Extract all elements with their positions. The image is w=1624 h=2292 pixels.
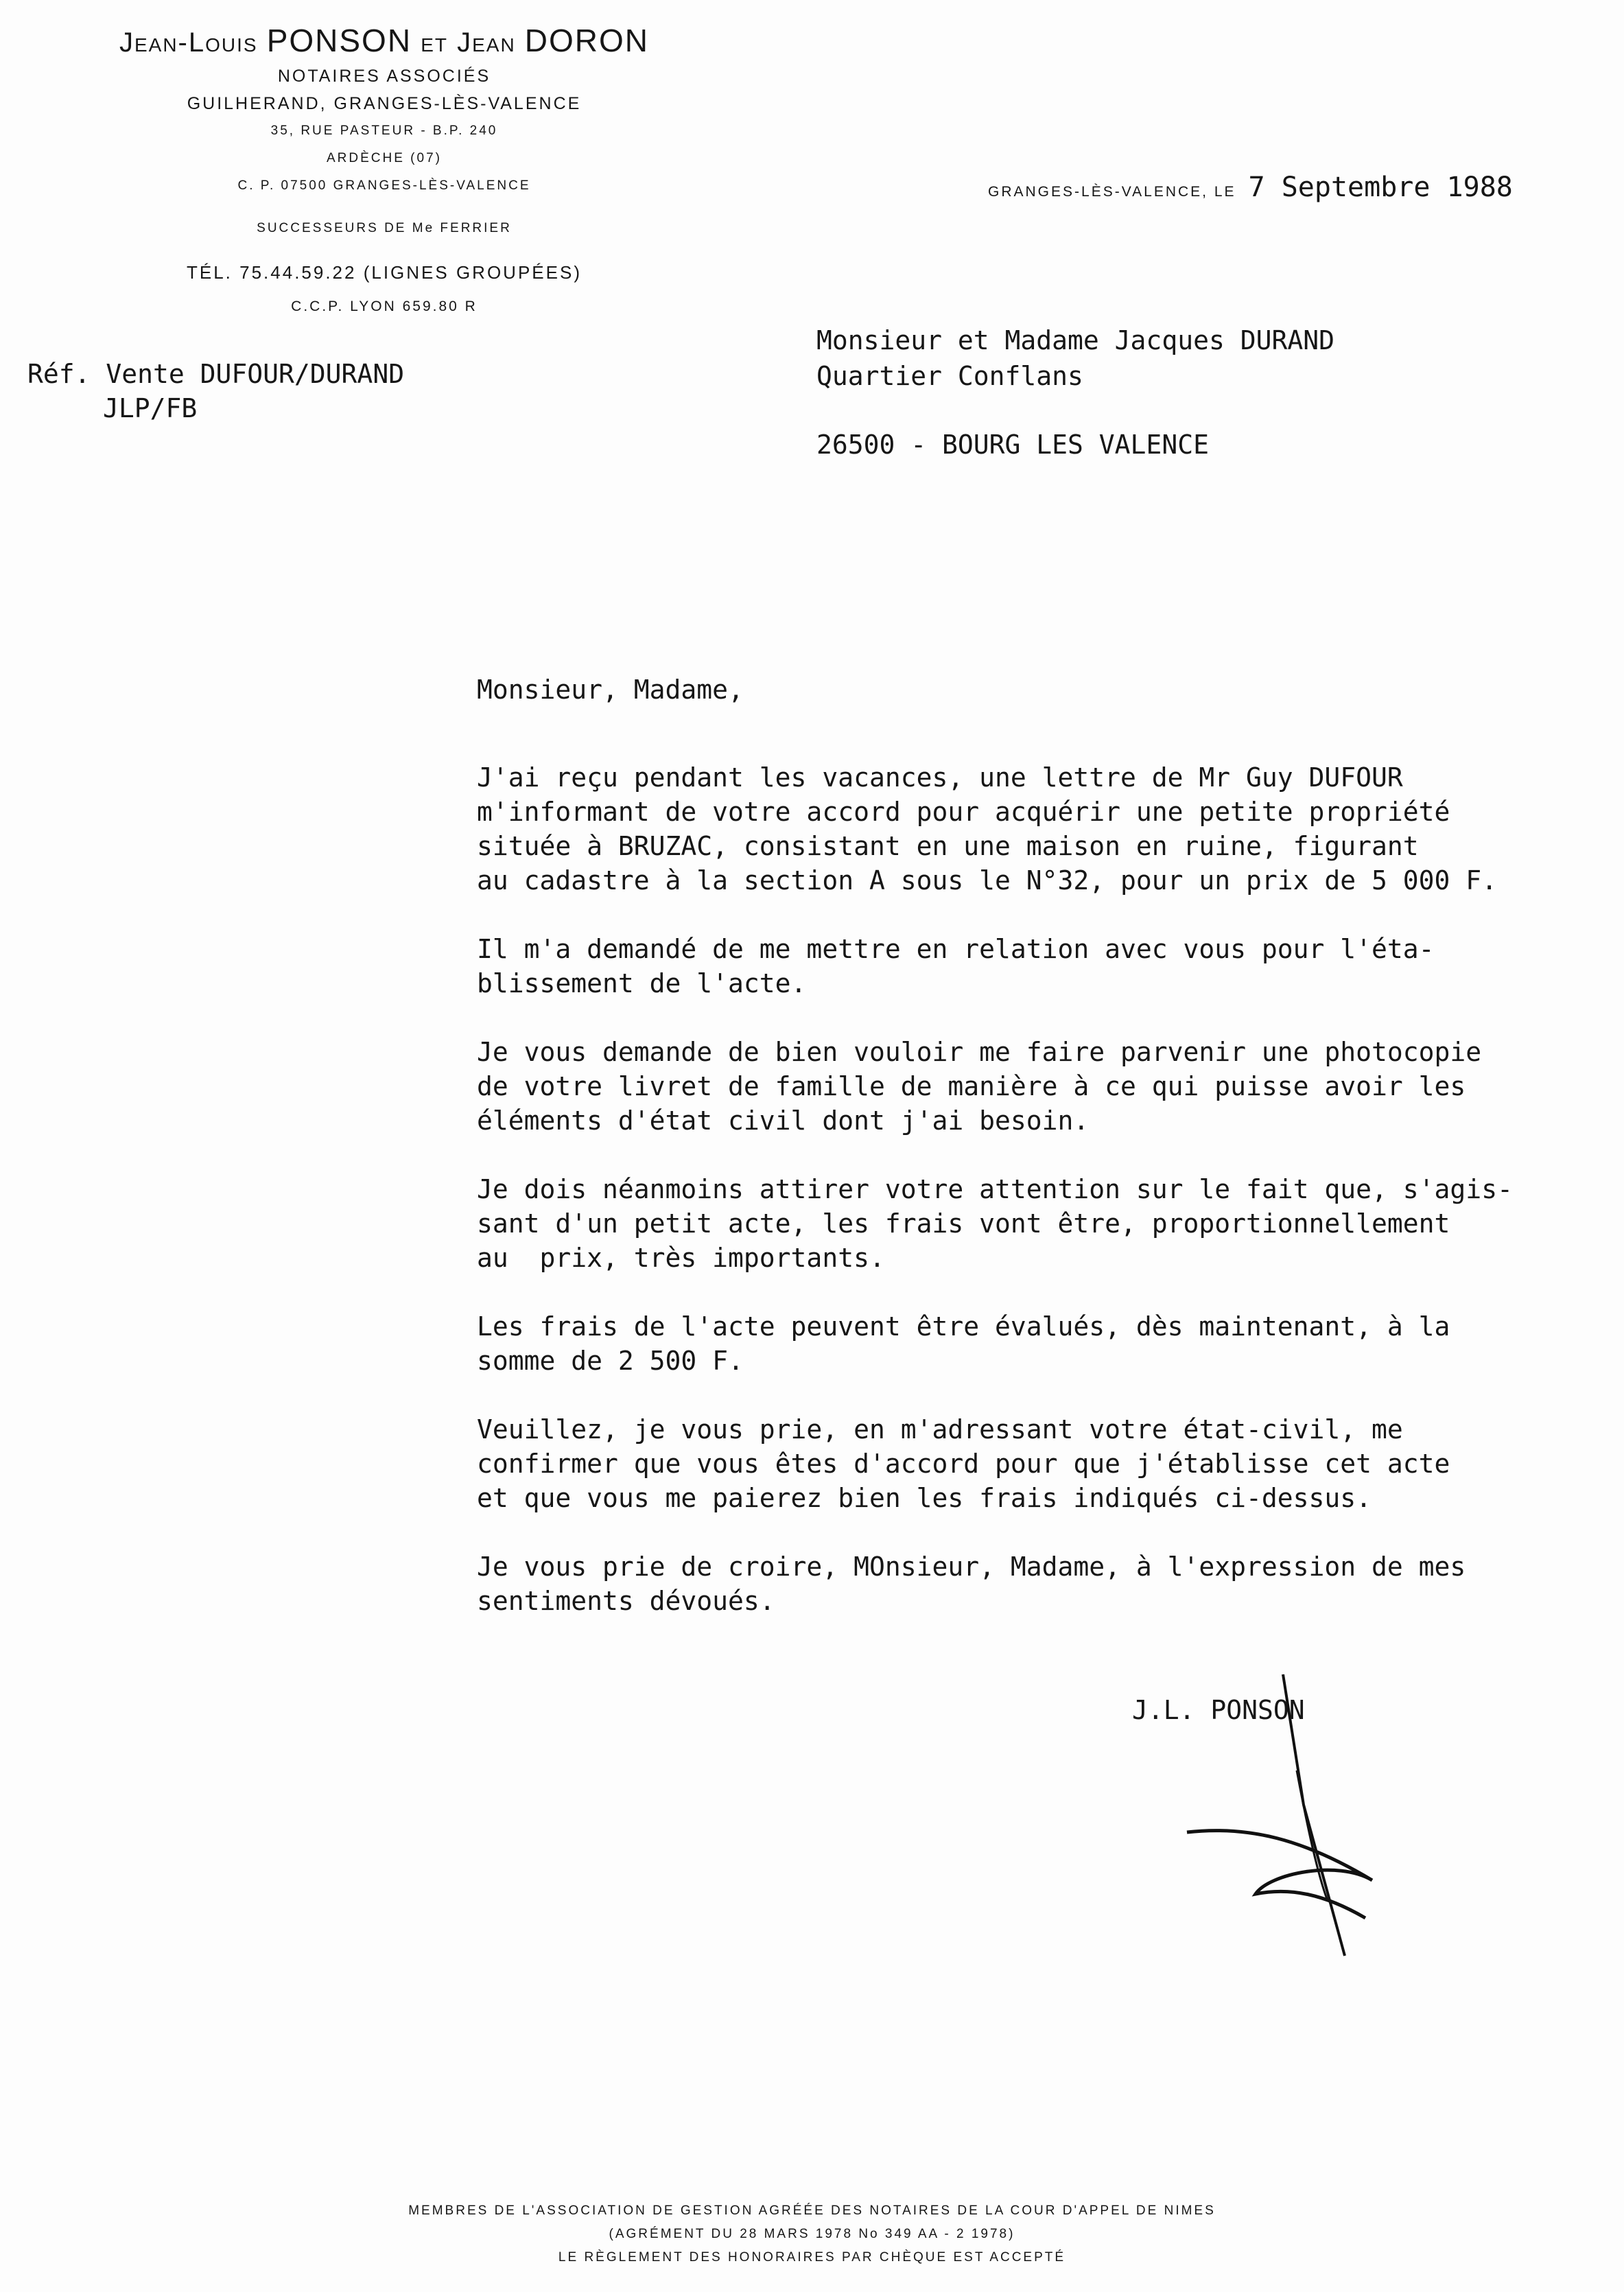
date-line xyxy=(988,172,1513,203)
paragraph-1: J'ai reçu pendant les vacances, une lettre de Mr Guy DUFOUR m'informant de votre accord pour acquérir une petite propriété située à BRUZAC, consistant en une maison en ruine, figurant au cadastre à la section A sous le N°32, pour un prix de 5 000 F. xyxy=(477,762,1498,896)
recipient-address xyxy=(816,323,1334,463)
notary-title: NOTAIRES ASSOCIÉS xyxy=(277,67,491,86)
reference-block xyxy=(27,357,404,425)
name-doron: DORON xyxy=(524,23,650,58)
paragraph-5: Les frais de l'acte peuvent être évalués, dès maintenant, à la somme de 2 500 F. xyxy=(477,1311,1450,1376)
recipient-street: Quartier Conflans xyxy=(816,361,1083,391)
office-successor: SUCCESSEURS DE Me FERRIER xyxy=(257,221,512,235)
office-street: 35, RUE PASTEUR - B.P. 240 xyxy=(270,124,498,138)
date-prefix: GRANGES-LÈS-VALENCE, LE xyxy=(988,184,1236,200)
office-location: GUILHERAND, GRANGES-LÈS-VALENCE xyxy=(187,94,582,113)
paragraph-6: Veuillez, je vous prie, en m'adressant votre état-civil, me confirmer que vous êtes d'accord pour que j'établisse cet acte et que vous me paierez bien les frais indiqués ci-dessus. xyxy=(477,1414,1450,1513)
office-ccp: C.C.P. LYON 659.80 R xyxy=(291,299,478,314)
signatory-name: J.L. PONSON xyxy=(1132,1695,1305,1725)
name-jean-louis: Jean-Louis xyxy=(119,27,258,58)
reference-initials: JLP/FB xyxy=(103,393,198,423)
letterhead xyxy=(103,21,666,320)
recipient-city: 26500 - BOURG LES VALENCE xyxy=(816,430,1209,460)
salutation: Monsieur, Madame, xyxy=(477,675,744,705)
name-ponson: PONSON xyxy=(266,23,412,58)
office-phone: TÉL. 75.44.59.22 (LIGNES GROUPÉES) xyxy=(187,262,582,283)
letter-body xyxy=(477,673,1602,1652)
date-value: 7 Septembre 1988 xyxy=(1248,172,1513,203)
footer-payment: LE RÈGLEMENT DES HONORAIRES PAR CHÈQUE EST ACCEPTÉ xyxy=(558,2250,1066,2265)
office-department: ARDÈCHE (07) xyxy=(327,151,442,165)
notary-names xyxy=(103,21,666,62)
footer xyxy=(206,2199,1418,2269)
footer-approval: (AGRÉMENT DU 28 MARS 1978 No 349 AA - 2 1978) xyxy=(609,2227,1015,2241)
office-postcode: C. P. 07500 GRANGES-LÈS-VALENCE xyxy=(237,178,531,193)
paragraph-3: Je vous demande de bien vouloir me faire parvenir une photocopie de votre livret de famille de manière à ce qui puisse avoir les éléments d'état civil dont j'ai besoin. xyxy=(477,1037,1482,1136)
name-et: et xyxy=(421,27,448,58)
handwritten-signature xyxy=(1166,1668,1400,1969)
recipient-name: Monsieur et Madame Jacques DURAND xyxy=(816,325,1334,355)
reference-subject: Réf. Vente DUFOUR/DURAND xyxy=(27,359,405,389)
footer-association: MEMBRES DE L'ASSOCIATION DE GESTION AGRÉÉE DES NOTAIRES DE LA COUR D'APPEL DE NIMES xyxy=(408,2203,1216,2218)
paragraph-7: Je vous prie de croire, MOnsieur, Madame, à l'expression de mes sentiments dévoués. xyxy=(477,1552,1466,1616)
paragraph-4: Je dois néanmoins attirer votre attention sur le fait que, s'agis- sant d'un petit acte, les frais vont être, proportionnellement au prix, très importants. xyxy=(477,1174,1513,1273)
paragraph-2: Il m'a demandé de me mettre en relation avec vous pour l'éta- blissement de l'acte. xyxy=(477,934,1435,998)
name-jean: Jean xyxy=(457,27,516,58)
